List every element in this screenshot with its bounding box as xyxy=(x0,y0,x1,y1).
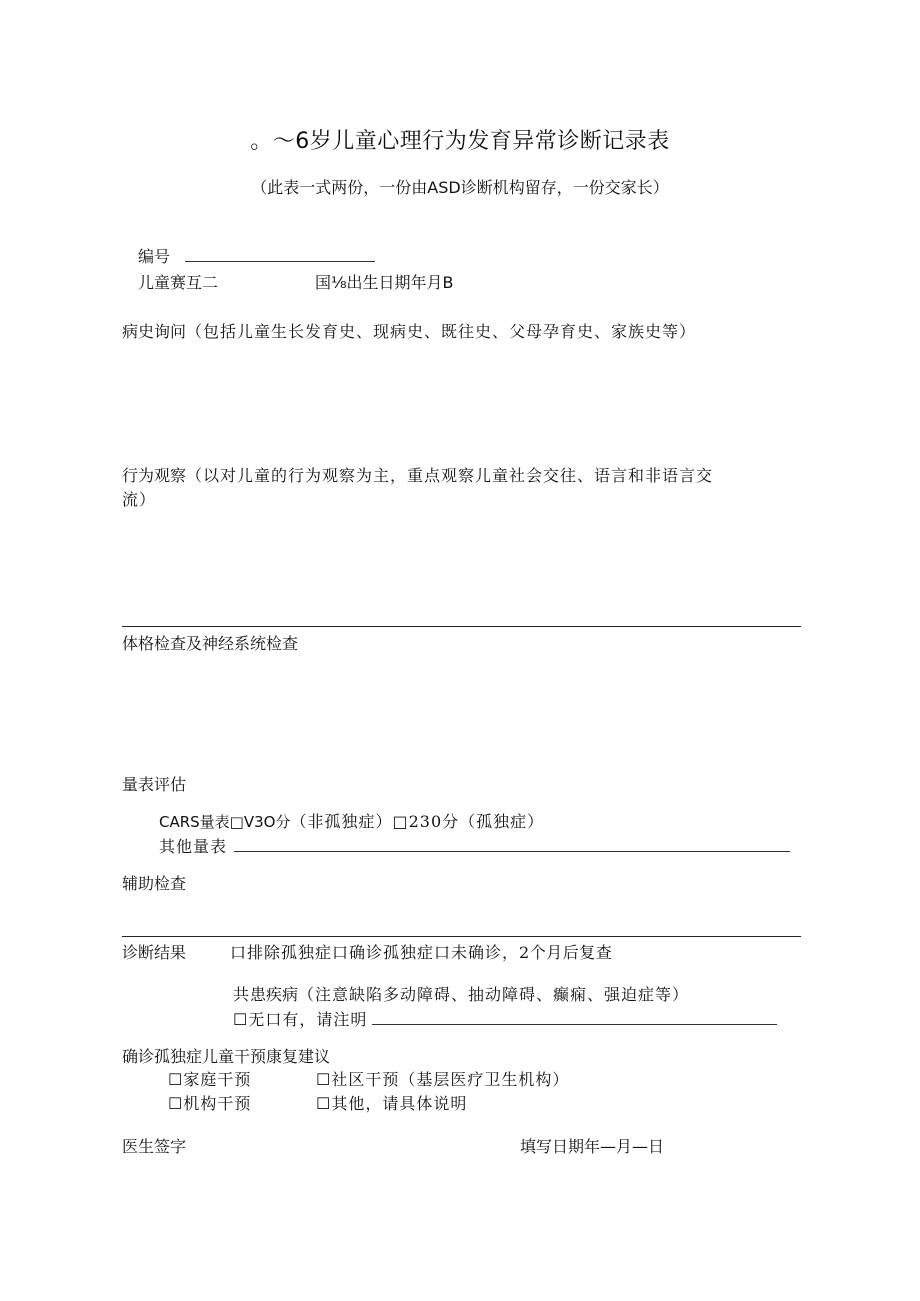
history-label: 病史询问 xyxy=(122,322,187,341)
physical-exam-label: 体格检查及神经系统检查 xyxy=(122,634,299,653)
behavior-row xyxy=(122,463,713,486)
diagnosis-choice-checkboxes[interactable]: 口排除孤独症口确诊孤独症口未确诊， xyxy=(230,943,520,962)
comorbid-row xyxy=(233,982,689,1005)
cars-threshold-low: CARS量表□V3O分 xyxy=(159,813,291,831)
diagnosis-options xyxy=(230,940,612,963)
fill-date-label: 填写日期年—月—日 xyxy=(520,1137,665,1156)
comorbid-detail-field[interactable] xyxy=(372,1012,777,1025)
aux-exam-field[interactable] xyxy=(122,895,802,933)
other-scale-field[interactable] xyxy=(234,839,790,852)
form-title: 。～6岁儿童心理行为发育异常诊断记录表 xyxy=(250,129,670,154)
institution-intervention-checkbox[interactable]: ☐机构干预 xyxy=(168,1094,252,1113)
child-label: 儿童赛互二 xyxy=(138,273,219,292)
comorbid-note: （注意缺陷多动障碍、抽动障碍、癫痫、强迫症等） xyxy=(298,985,690,1004)
behavior-note-line1: （以对儿童的行为观察为主，重点观察儿童社会交往、语言和非语言交 xyxy=(186,466,714,485)
history-row xyxy=(122,319,696,342)
scale-label: 量表评估 xyxy=(122,775,187,794)
form-subtitle: （此表一式两份，一份由ASD诊断机构留存，一份交家长） xyxy=(251,178,669,197)
number-label: 编号 xyxy=(138,247,171,266)
doctor-signature-label: 医生签字 xyxy=(122,1137,187,1156)
comorbid-detail-row xyxy=(233,1007,777,1030)
community-intervention-checkbox[interactable]: ☐社区干预（基层医疗卫生机构） xyxy=(316,1070,570,1089)
birth-date-label: 国⅛出生日期年月B xyxy=(315,273,454,292)
behavior-field[interactable] xyxy=(122,510,802,622)
number-field[interactable] xyxy=(185,249,375,262)
comorbid-label: 患疾病 xyxy=(250,985,299,1004)
divider-line xyxy=(122,936,801,937)
history-field[interactable] xyxy=(122,340,802,450)
cars-autism: （孤独症） xyxy=(459,812,545,831)
aux-exam-label: 辅助检查 xyxy=(122,874,187,893)
cars-non-autism: （非孤独症）□230分 xyxy=(290,812,460,831)
other-scale-row xyxy=(159,834,790,857)
cars-row xyxy=(159,809,544,832)
other-scale-label: 其他量表 xyxy=(159,837,228,856)
none-has-checkboxes[interactable]: ☐无口有，请注明 xyxy=(233,1010,368,1029)
divider-line xyxy=(122,626,801,627)
diagnosis-label: 诊断结果 xyxy=(122,943,187,962)
history-note: （包括儿童生长发育史、现病史、既往史、父母孕育史、家族史等） xyxy=(186,322,697,341)
behavior-label: 行为观察 xyxy=(122,466,187,485)
family-intervention-checkbox[interactable]: ☐家庭干预 xyxy=(168,1070,252,1089)
followup-text: 2个月后复查 xyxy=(519,943,613,962)
behavior-note-line2: 流） xyxy=(122,490,157,509)
intervention-label: 确诊孤独症儿童干预康复建议 xyxy=(122,1047,331,1066)
other-intervention-checkbox[interactable]: ☐其他，请具体说明 xyxy=(316,1094,468,1113)
physical-exam-field[interactable] xyxy=(122,655,802,765)
comorbid-prefix: 共 xyxy=(233,985,251,1004)
number-row xyxy=(138,244,375,267)
